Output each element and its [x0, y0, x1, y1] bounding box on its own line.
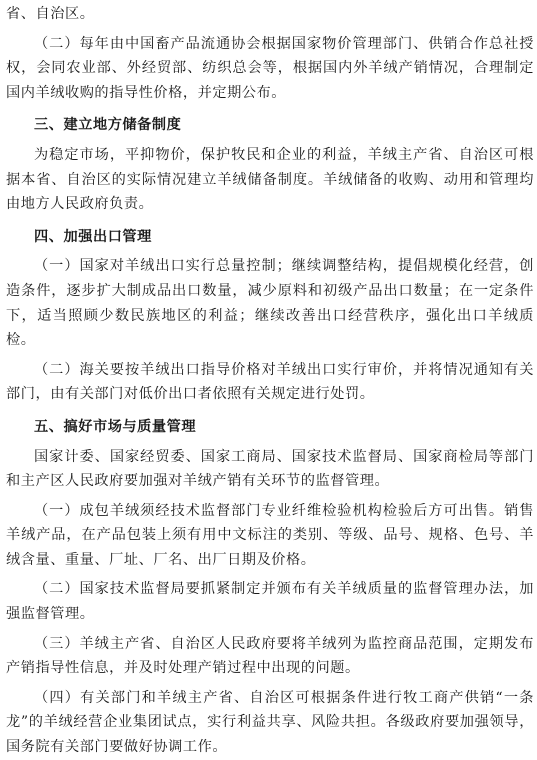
section-heading-market-quality: 五、搞好市场与质量管理	[34, 418, 197, 435]
section-heading-export-management: 四、加强出口管理	[34, 228, 152, 245]
paragraph-quality-regulation: （二）国家技术监督局要抓紧制定并颁布有关羊绒质量的监督管理办法，加强监督管理。	[6, 581, 534, 623]
section-heading-reserve-system: 三、建立地方储备制度	[34, 117, 182, 134]
paragraph-reserve-system: 为稳定市场，平抑物价，保护牧民和企业的利益，羊绒主产省、自治区可根据本省、自治区的实际情况建立羊绒储备制度。羊绒储备的收购、动用和管理均由地方人民政府负责。	[6, 146, 534, 213]
document-page	[6, 2, 534, 760]
paragraph-price-guidance: （二）每年由中国畜产品流通协会根据国家物价管理部门、供销合作总社授权，会同农业部、外经贸部、纺织总会等，根据国内外羊绒产销情况，合理制定国内羊绒收购的指导性价格，并定期公布。	[6, 35, 534, 101]
paragraph-monitoring-goods: （三）羊绒主产省、自治区人民政府要将羊绒列为监控商品范围，定期发布产销指导性信息，并及时处理产销过程中出现的问题。	[6, 635, 534, 677]
paragraph-export-total-control: （一）国家对羊绒出口实行总量控制；继续调整结构，提倡规模化经营，创造条件，逐步扩大制成品出口数量，减少原料和初级产品出口数量；在一定条件下，适当照顾少数民族地区的利益；继续改善出口经营秩序，强化出口羊绒质检。	[6, 258, 534, 349]
paragraph-customs-price-review: （二）海关要按羊绒出口指导价格对羊绒出口实行审价，并将情况通知有关部门，由有关部门对低价出口者依照有关规定进行处罚。	[6, 361, 534, 403]
paragraph-inspection-labeling: （一）成包羊绒须经技术监督部门专业纤维检验机构检验后方可出售。销售羊绒产品，在产品包装上须有用中文标注的类别、等级、品号、规格、色号、羊绒含量、重量、厂址、厂名、出厂日期及价格。	[6, 502, 534, 568]
carry-over-line: 省、自治区。	[6, 6, 95, 22]
paragraph-enterprise-pilot: （四）有关部门和羊绒主产省、自治区可根据条件进行牧工商产供销“一条龙”的羊绒经营企业集团试点，实行利益共享、风险共担。各级政府要加强领导，国务院有关部门要做好协调工作。	[6, 689, 534, 756]
paragraph-market-supervision: 国家计委、国家经贸委、国家工商局、国家技术监督局、国家商检局等部门和主产区人民政府要加强对羊绒产销有关环节的监督管理。	[6, 448, 534, 490]
